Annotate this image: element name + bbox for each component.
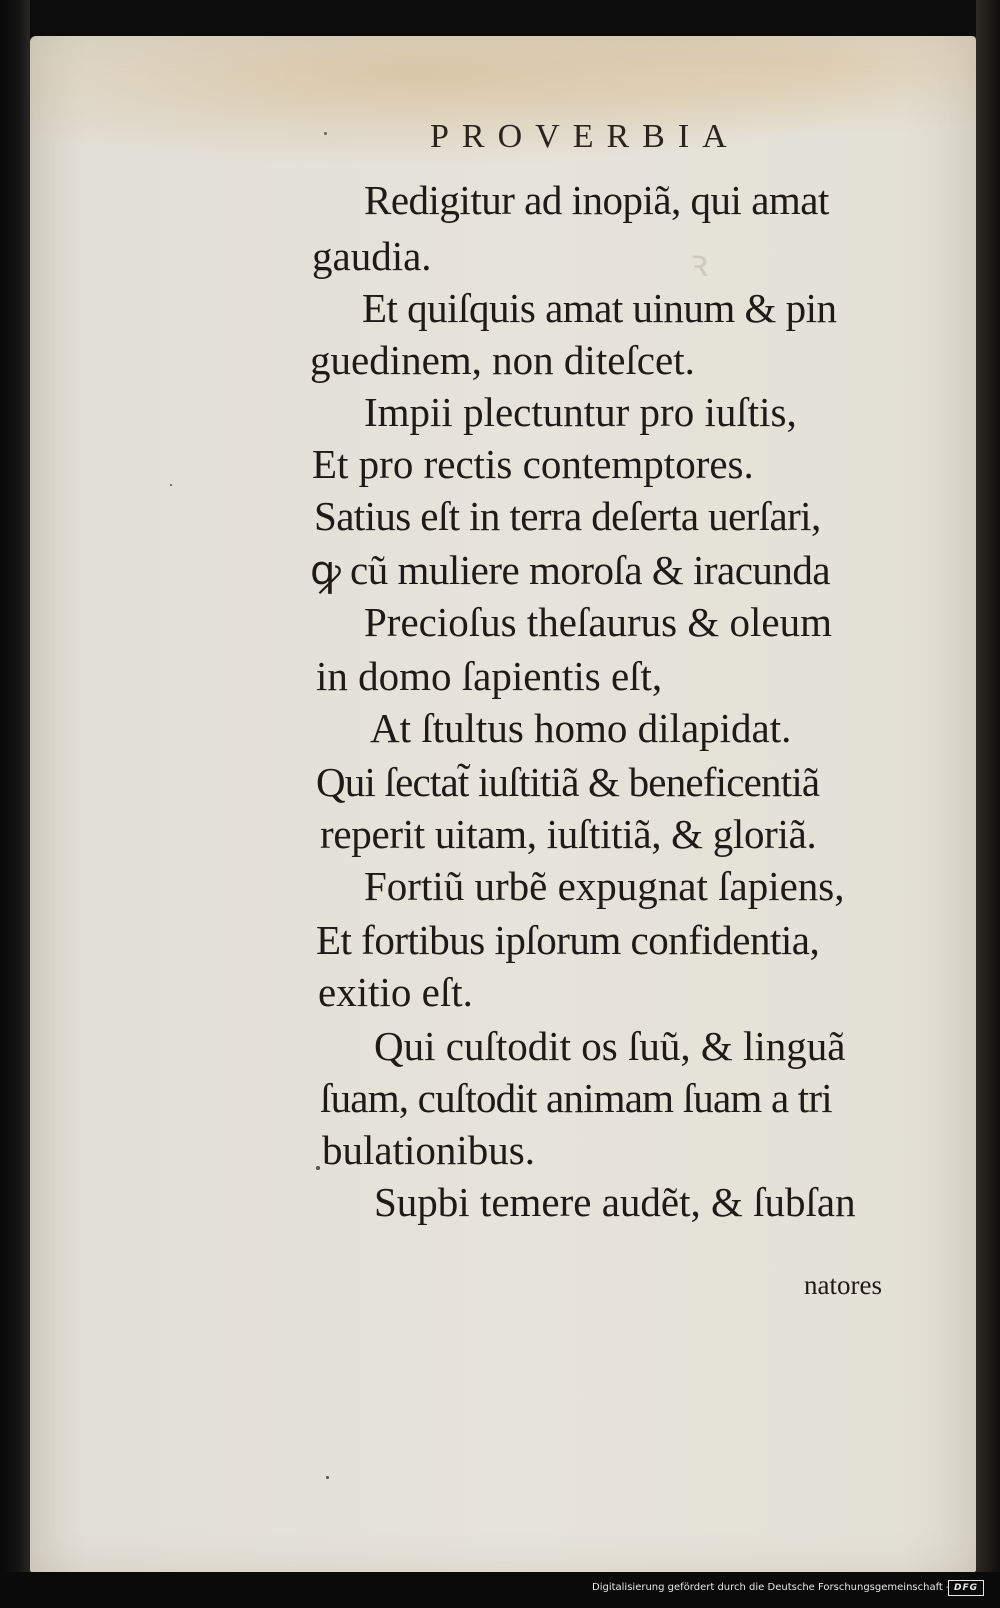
text-line: reperit uitam, iuſtitiã, & gloriã. <box>320 811 817 857</box>
text-line: bulationibus. <box>322 1127 535 1173</box>
text-line: Et quiſquis amat uinum & pin <box>362 285 837 331</box>
text-line: Precioſus theſaurus & oleum <box>364 599 832 645</box>
text-line: Satius eſt in terra deſerta uerſari, <box>314 493 821 539</box>
ink-speck <box>170 484 172 486</box>
text-line: At ſtultus homo dilapidat. <box>370 705 792 751</box>
text-line: in domo ſapientis eſt, <box>316 653 663 699</box>
text-line: Fortiũ urbẽ expugnat ſapiens, <box>364 863 845 909</box>
text-line: ꝙ cũ muliere moroſa & iracunda <box>310 547 831 593</box>
top-dark-edge <box>30 0 1000 36</box>
text-line: gaudia. <box>312 233 432 279</box>
dfg-logo: DFG <box>948 1580 984 1596</box>
show-through-text: ꝛ <box>690 243 709 285</box>
text-line: Qui cuſtodit os ſuũ, & linguã <box>374 1023 846 1069</box>
text-line: guedinem, non diteſcet. <box>310 337 695 383</box>
book-page <box>30 36 976 1572</box>
text-line: Et pro rectis contemptores. <box>312 441 754 487</box>
text-line: Impii plectuntur pro iuſtis, <box>364 389 797 435</box>
text-line: Qui ſectat̃ iuſtitiã & beneficentiã <box>316 759 820 805</box>
text-line: ſuam, cuſtodit animam ſuam a tri <box>320 1075 832 1121</box>
text-line: Et fortibus ipſorum confidentia, <box>316 917 820 963</box>
catchword: natores <box>804 1270 882 1300</box>
text-line: Redigitur ad inopiã, qui amat <box>364 177 829 223</box>
running-head: PROVERBIA <box>430 118 740 155</box>
ink-speck <box>324 132 327 135</box>
book-spine <box>0 0 30 1572</box>
ink-speck <box>316 1166 320 1170</box>
text-line: Supbi temere audẽt, & ſubſan <box>374 1179 856 1225</box>
ink-speck <box>326 1476 329 1479</box>
digitization-credit: Digitalisierung gefördert durch die Deutsche Forschungsgemeinschaft - <box>592 1582 950 1593</box>
right-page-edge <box>976 0 1000 1572</box>
text-line: exitio eſt. <box>318 969 473 1015</box>
